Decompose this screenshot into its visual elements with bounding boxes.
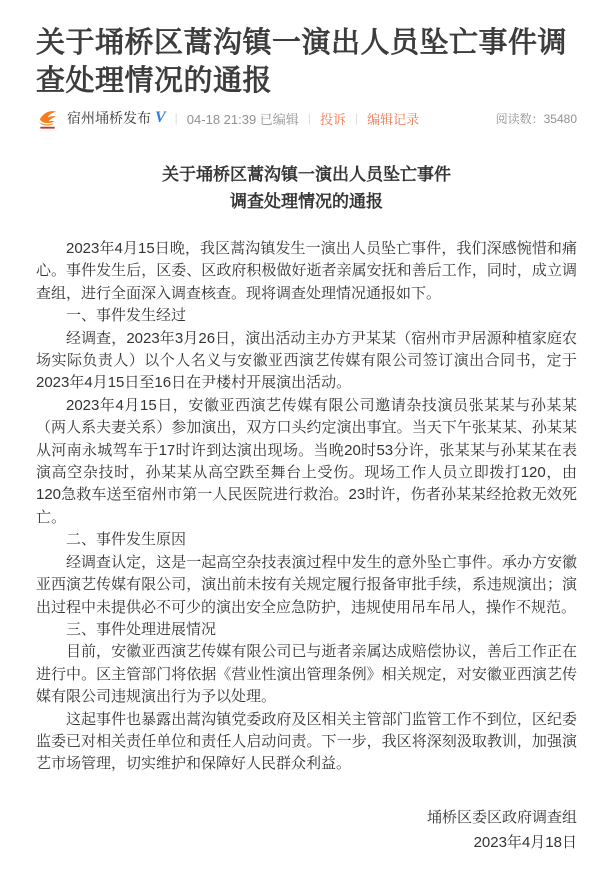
edit-history-link[interactable]: 编辑记录 — [367, 111, 420, 127]
separator: | — [354, 111, 359, 125]
paragraph-contract: 经调查，2023年3月26日，演出活动主办方尹某某（宿州市尹居源种植家庭农场实际负责人）以个人名义与安徽亚西演艺传媒有限公司签订演出合同书，定于2023年4月15日至16日在尹楼村开展演出活动。 — [36, 329, 577, 392]
article-title-line-1: 关于埇桥区蒿沟镇一演出人员坠亡事件 — [162, 165, 451, 184]
page-title: 关于埇桥区蒿沟镇一演出人员坠亡事件调查处理情况的通报 — [36, 27, 568, 97]
separator: | — [174, 111, 178, 125]
article-title-line-2: 调查处理情况的通报 — [230, 192, 383, 211]
signature-org: 埇桥区委区政府调查组 — [426, 808, 577, 826]
weibo-article-page — [0, 24, 611, 855]
phoenix-logo-icon — [36, 107, 59, 130]
publisher-avatar[interactable] — [36, 107, 59, 130]
paragraph-handling: 目前，安徽亚西演艺传媒有限公司已与逝者亲属达成赔偿协议，善后工作正在进行中。区主管部门将依据《营业性演出管理条例》相关规定，对安徽亚西演艺传媒有限公司违规演出行为予以处理。 — [36, 643, 577, 706]
timestamp: 04-18 21:39 已编辑 — [186, 111, 299, 127]
verified-v-icon: V — [155, 109, 166, 126]
article-content — [36, 161, 577, 855]
signature — [36, 805, 577, 855]
read-count-value: 35480 — [543, 111, 577, 126]
article-body — [36, 238, 577, 776]
read-count — [496, 110, 577, 127]
article-title — [36, 161, 577, 215]
section-heading-1: 一、事件发生经过 — [66, 307, 187, 325]
read-count-label: 阅读数： — [495, 111, 544, 126]
paragraph-incident: 2023年4月15日，安徽亚西演艺传媒有限公司邀请杂技演员张某某与孙某某（两人系夫妻关系）参加演出，双方口头约定演出事宜。当天下午张某某、孙某某从河南永城驾车于17时许到达演出现场。当晚20时53分许，张某某与孙某某在表演高空杂技时，孙某某从高空跌至舞台上受伤。现场工作人员立即拨打120，由120急救车送至宿州市第一人民医院进行救治。23时许，伤者孙某某经抢救无效死亡。 — [36, 396, 577, 526]
paragraph-cause: 经调查认定，这是一起高空杂技表演过程中发生的意外坠亡事件。承办方安徽亚西演艺传媒有限公司，演出前未按有关规定履行报备审批手续，系违规演出；演出过程中未提供必不可少的演出安全应急防护，违规使用吊车吊人，操作不规范。 — [36, 553, 577, 616]
paragraph-accountability: 这起事件也暴露出蒿沟镇党委政府及区相关主管部门监管工作不到位，区纪委监委已对相关责任单位和责任人启动问责。下一步，我区将深刻汲取教训，加强演艺市场管理，切实维护和保障好人民群众利益。 — [36, 710, 577, 773]
separator: | — [307, 111, 311, 125]
signature-date: 2023年4月18日 — [473, 833, 577, 851]
byline — [36, 106, 577, 130]
section-heading-2: 二、事件发生原因 — [66, 531, 187, 549]
publisher-name[interactable]: 宿州埇桥发布 — [67, 110, 151, 126]
report-link[interactable]: 投诉 — [319, 111, 346, 127]
paragraph-intro: 2023年4月15日晚，我区蒿沟镇发生一演出人员坠亡事件，我们深感惋惜和痛心。事件发生后，区委、区政府积极做好逝者亲属安抚和善后工作，同时，成立调查组，进行全面深入调查核查。现将调查处理情况通报如下。 — [36, 240, 577, 302]
section-heading-3: 三、事件处理进展情况 — [66, 620, 217, 638]
